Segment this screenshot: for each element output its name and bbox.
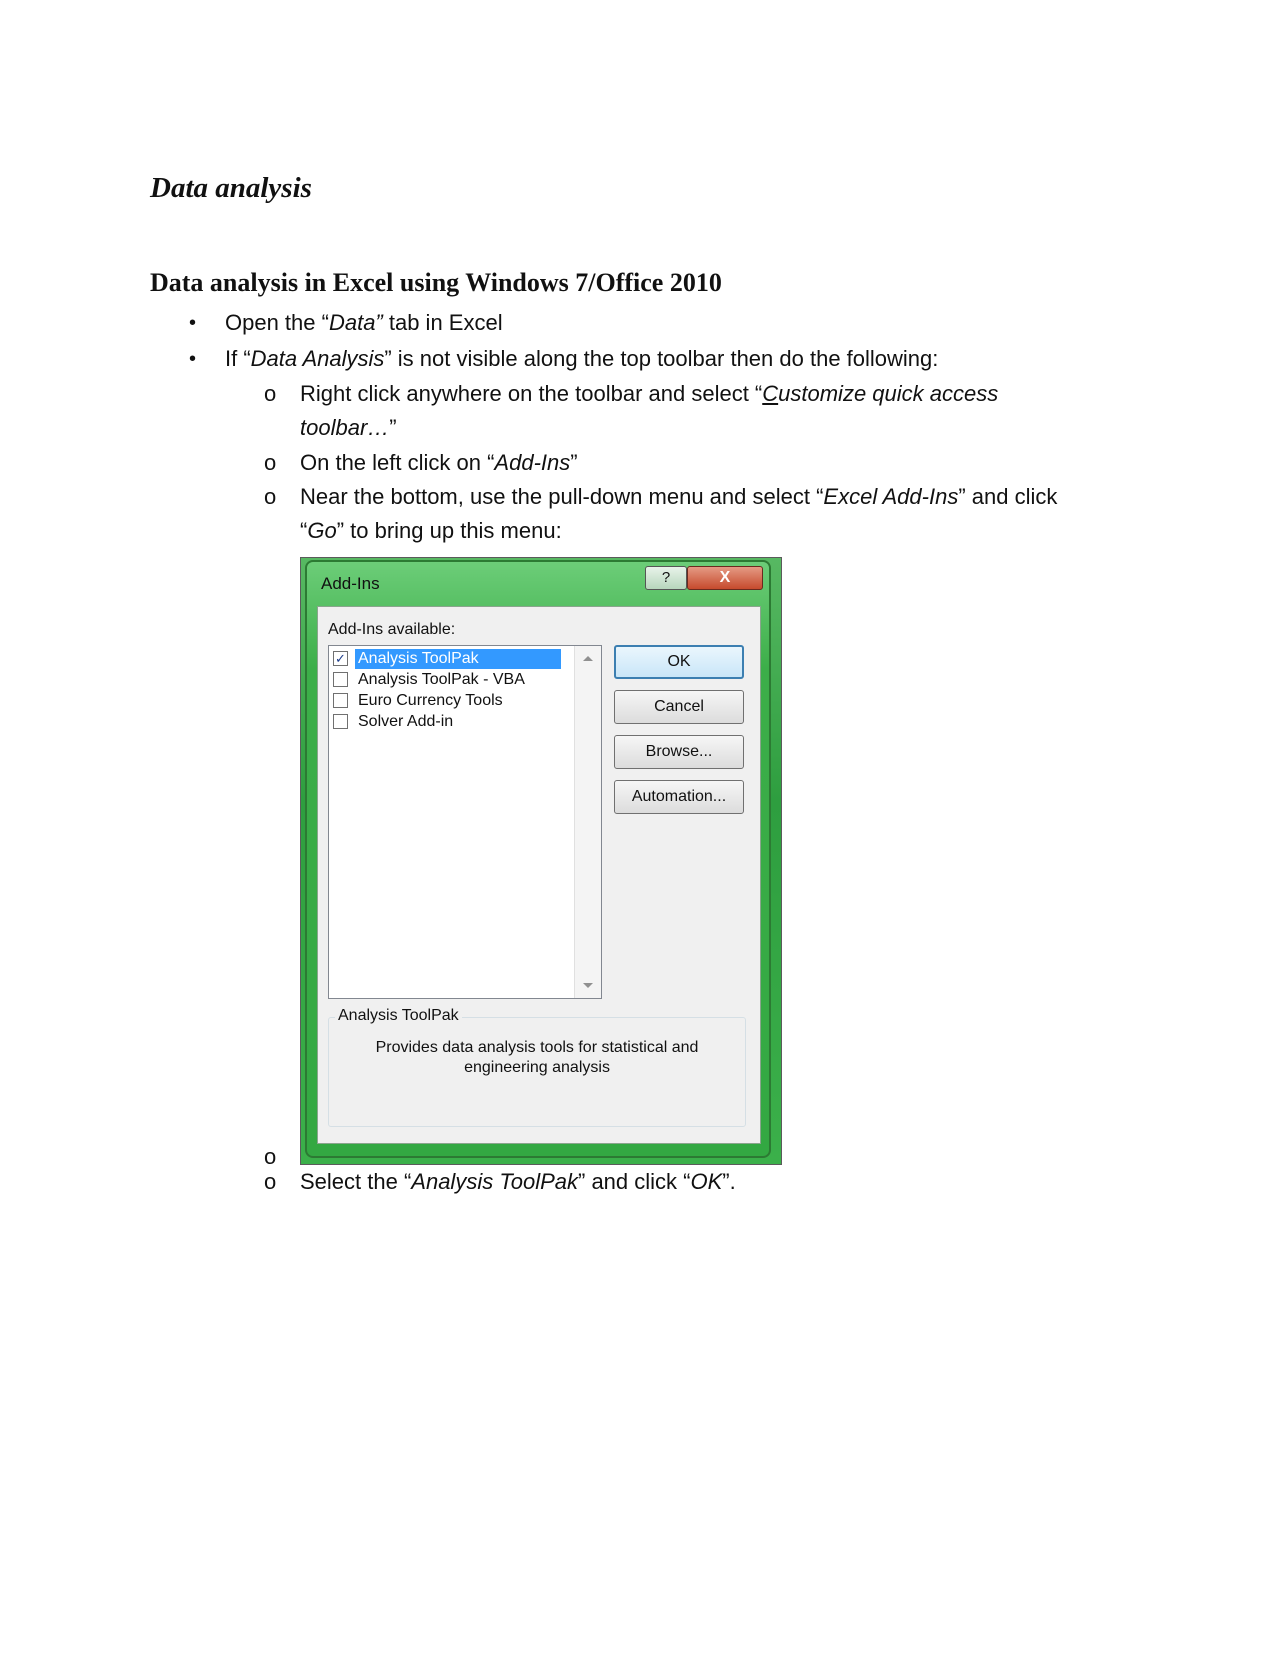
text-emphasis: Analysis ToolPak (411, 1169, 578, 1194)
section-heading: Data analysis in Excel using Windows 7/Office 2010 (150, 268, 722, 297)
description-group-title: Analysis ToolPak (335, 1007, 462, 1025)
list-item-analysis-toolpak[interactable] (333, 649, 567, 669)
list-item-label: Solver Add-in (358, 713, 454, 730)
sub-bullet-item-add-ins (264, 446, 1100, 480)
sub-bullet-marker: o (264, 1144, 277, 1169)
ok-button[interactable]: OK (614, 645, 744, 679)
list-item-analysis-toolpak-vba[interactable] (333, 670, 567, 690)
bullet-item-data-analysis-not-visible (189, 342, 939, 376)
sub-bullet-item-excel-add-ins (264, 480, 1100, 548)
add-ins-listbox[interactable] (328, 645, 602, 999)
sub-bullet-marker: o (264, 1169, 277, 1194)
text-emphasis: OK (690, 1169, 723, 1194)
checkbox[interactable] (333, 714, 348, 729)
text-emphasis: Excel Add-Ins (823, 484, 959, 509)
text: If “ (225, 346, 251, 371)
page-title: Data analysis (150, 172, 312, 204)
browse-button[interactable]: Browse... (614, 735, 744, 769)
listbox-scrollbar[interactable] (574, 646, 601, 998)
list-item-label: Analysis ToolPak (355, 649, 561, 669)
bullet-marker: • (189, 312, 197, 334)
text-emphasis: Go (307, 518, 337, 543)
add-ins-available-label (328, 621, 455, 639)
sub-bullet-marker: o (264, 381, 277, 406)
list-item-solver-add-in[interactable] (333, 712, 567, 732)
text: ” is not visible along the top toolbar then do the following: (384, 346, 939, 371)
text: ” and click “ (300, 484, 1058, 543)
text: ”. (722, 1169, 736, 1194)
text-emphasis-underline: C (762, 381, 779, 406)
text: Near the bottom, use the pull-down menu and select “ (300, 484, 824, 509)
checkbox[interactable] (333, 693, 348, 708)
text-emphasis: Data Analysis (250, 346, 385, 371)
scroll-up-arrow-icon[interactable] (583, 656, 593, 661)
text: ” (570, 450, 578, 475)
dialog-title: Add-Ins (321, 574, 380, 593)
cancel-button[interactable]: Cancel (614, 690, 744, 724)
automation-button[interactable]: Automation... (614, 780, 744, 814)
list-item-label: Analysis ToolPak - VBA (358, 671, 525, 688)
text-emphasis: ustomize quick access toolbar… (300, 381, 999, 440)
description-group (328, 1007, 746, 1127)
scroll-down-arrow-icon[interactable] (583, 983, 593, 988)
text: ” and click “ (578, 1169, 691, 1194)
text: Select the “ (300, 1169, 412, 1194)
dialog-body (317, 606, 761, 1144)
text: On the left click on “ (300, 450, 495, 475)
checkbox[interactable] (333, 672, 348, 687)
help-button[interactable]: ? (645, 566, 687, 590)
sub-bullet-marker: o (264, 450, 277, 475)
text: ” to bring up this menu: (336, 518, 562, 543)
bullet-marker: • (189, 348, 197, 370)
text: Add-Ins available: (328, 621, 456, 638)
description-text: Provides data analysis tools for statistical and engineering analysis (375, 1039, 699, 1076)
text: Open the “ (225, 310, 329, 335)
list-item-label: Euro Currency Tools (358, 692, 503, 709)
text: ” (389, 415, 397, 440)
close-button[interactable]: X (687, 566, 763, 590)
sub-bullet-marker: o (264, 484, 277, 509)
text-emphasis: Data” (328, 310, 383, 335)
text: tab in Excel (382, 310, 503, 335)
list-item-euro-currency-tools[interactable] (333, 691, 567, 711)
add-ins-dialog-screenshot (300, 557, 782, 1165)
text-emphasis: Add-Ins (494, 450, 571, 475)
sub-bullet-item-customize-toolbar (264, 377, 1040, 445)
bullet-item-open-data-tab (189, 306, 503, 340)
sub-bullet-item-select-toolpak (264, 1165, 1100, 1199)
add-ins-dialog (305, 560, 771, 1158)
checkbox[interactable]: ✓ (333, 651, 348, 666)
text: Right click anywhere on the toolbar and select “ (300, 381, 763, 406)
